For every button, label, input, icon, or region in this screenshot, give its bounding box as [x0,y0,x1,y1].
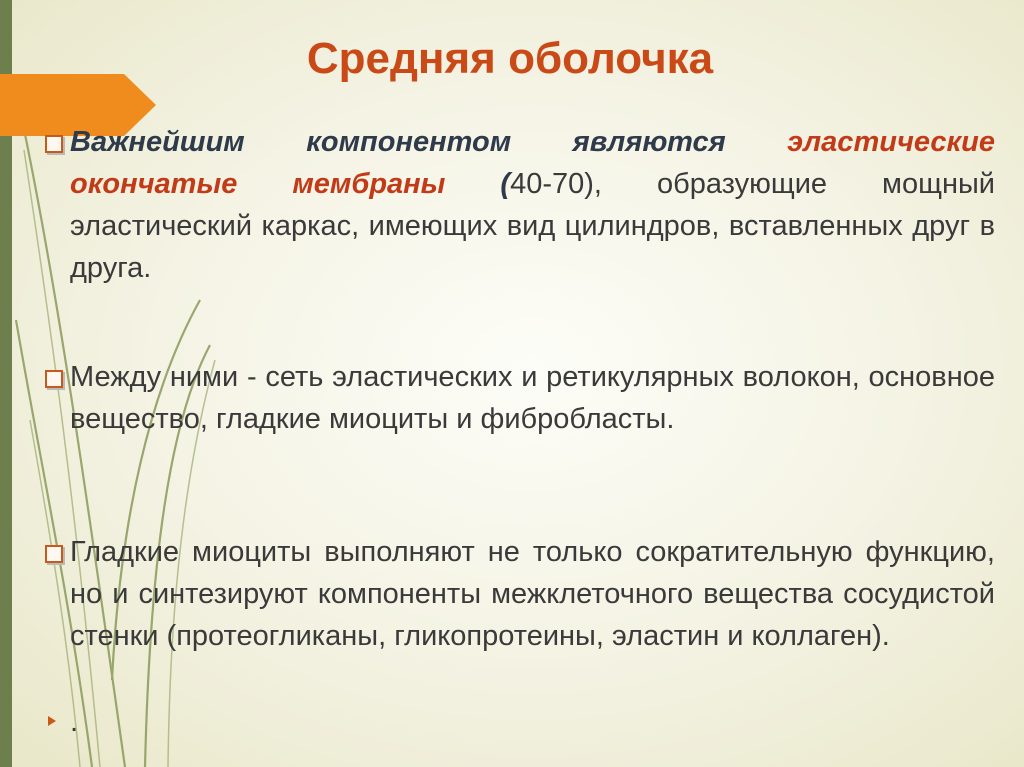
bullet-1-open-paren: ( [445,168,511,200]
bullet-checkbox-icon [45,135,63,153]
bullet-2-text: Между ними - сеть эластических и ретикулярных волокон, основное вещество, гладкие миоциты и фибробласты. [70,361,995,435]
bullet-paragraph-3 [70,531,995,657]
small-arrow-bullet-icon [48,716,56,726]
slide-title: Средняя оболочка [306,34,714,83]
bullet-1-lead: Важнейшим компонентом являются [70,126,788,158]
bullet-1-rest: 40-70), образующие мощный эластический каркас, имеющих вид цилиндров, вставленных друг в друга. [70,168,995,284]
bullet-checkbox-icon [45,545,63,563]
bullet-3-text: Гладкие миоциты выполняют не только сократительную функцию, но и синтезируют компоненты межклеточного вещества сосудистой стенки (протеогликаны, гликопротеины, эластин и коллаген). [70,536,995,652]
bullet-checkbox-icon [45,370,63,388]
trailing-dot: . [70,706,79,738]
bullet-1-highlight: эластические окончатые мембраны [70,126,995,200]
bullet-paragraph-1 [70,121,995,289]
bullet-paragraph-2 [70,356,995,440]
